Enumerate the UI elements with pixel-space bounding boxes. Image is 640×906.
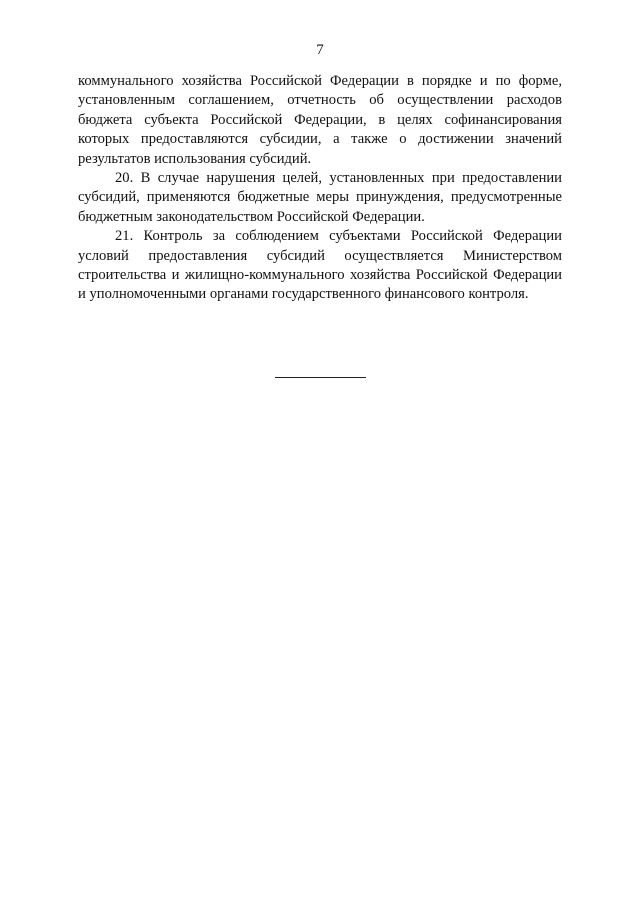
page-number: 7	[316, 42, 324, 58]
end-divider-line	[275, 377, 366, 378]
paragraph-20: 20. В случае нарушения целей, установленных при предоставлении субсидий, применяются бюджетные меры принуждения, предусмотренные бюджетным законодательством Российской Федерации.	[78, 170, 562, 225]
document-body	[78, 72, 562, 305]
paragraph-21: 21. Контроль за соблюдением субъектами Российской Федерации условий предоставления субсидий осуществляется Министерством строительства и жилищно-коммунального хозяйства Российской Федерации и уполномоченными органами государственного финансового контроля.	[78, 228, 562, 303]
paragraph-continuation: коммунального хозяйства Российской Федерации в порядке и по форме, установленным соглашением, отчетность об осуществлении расходов бюджета субъекта Российской Федерации, в целях софинансирования которых предоставляются субсидии, а также о достижении значений результатов использования субсидий.	[78, 73, 562, 167]
